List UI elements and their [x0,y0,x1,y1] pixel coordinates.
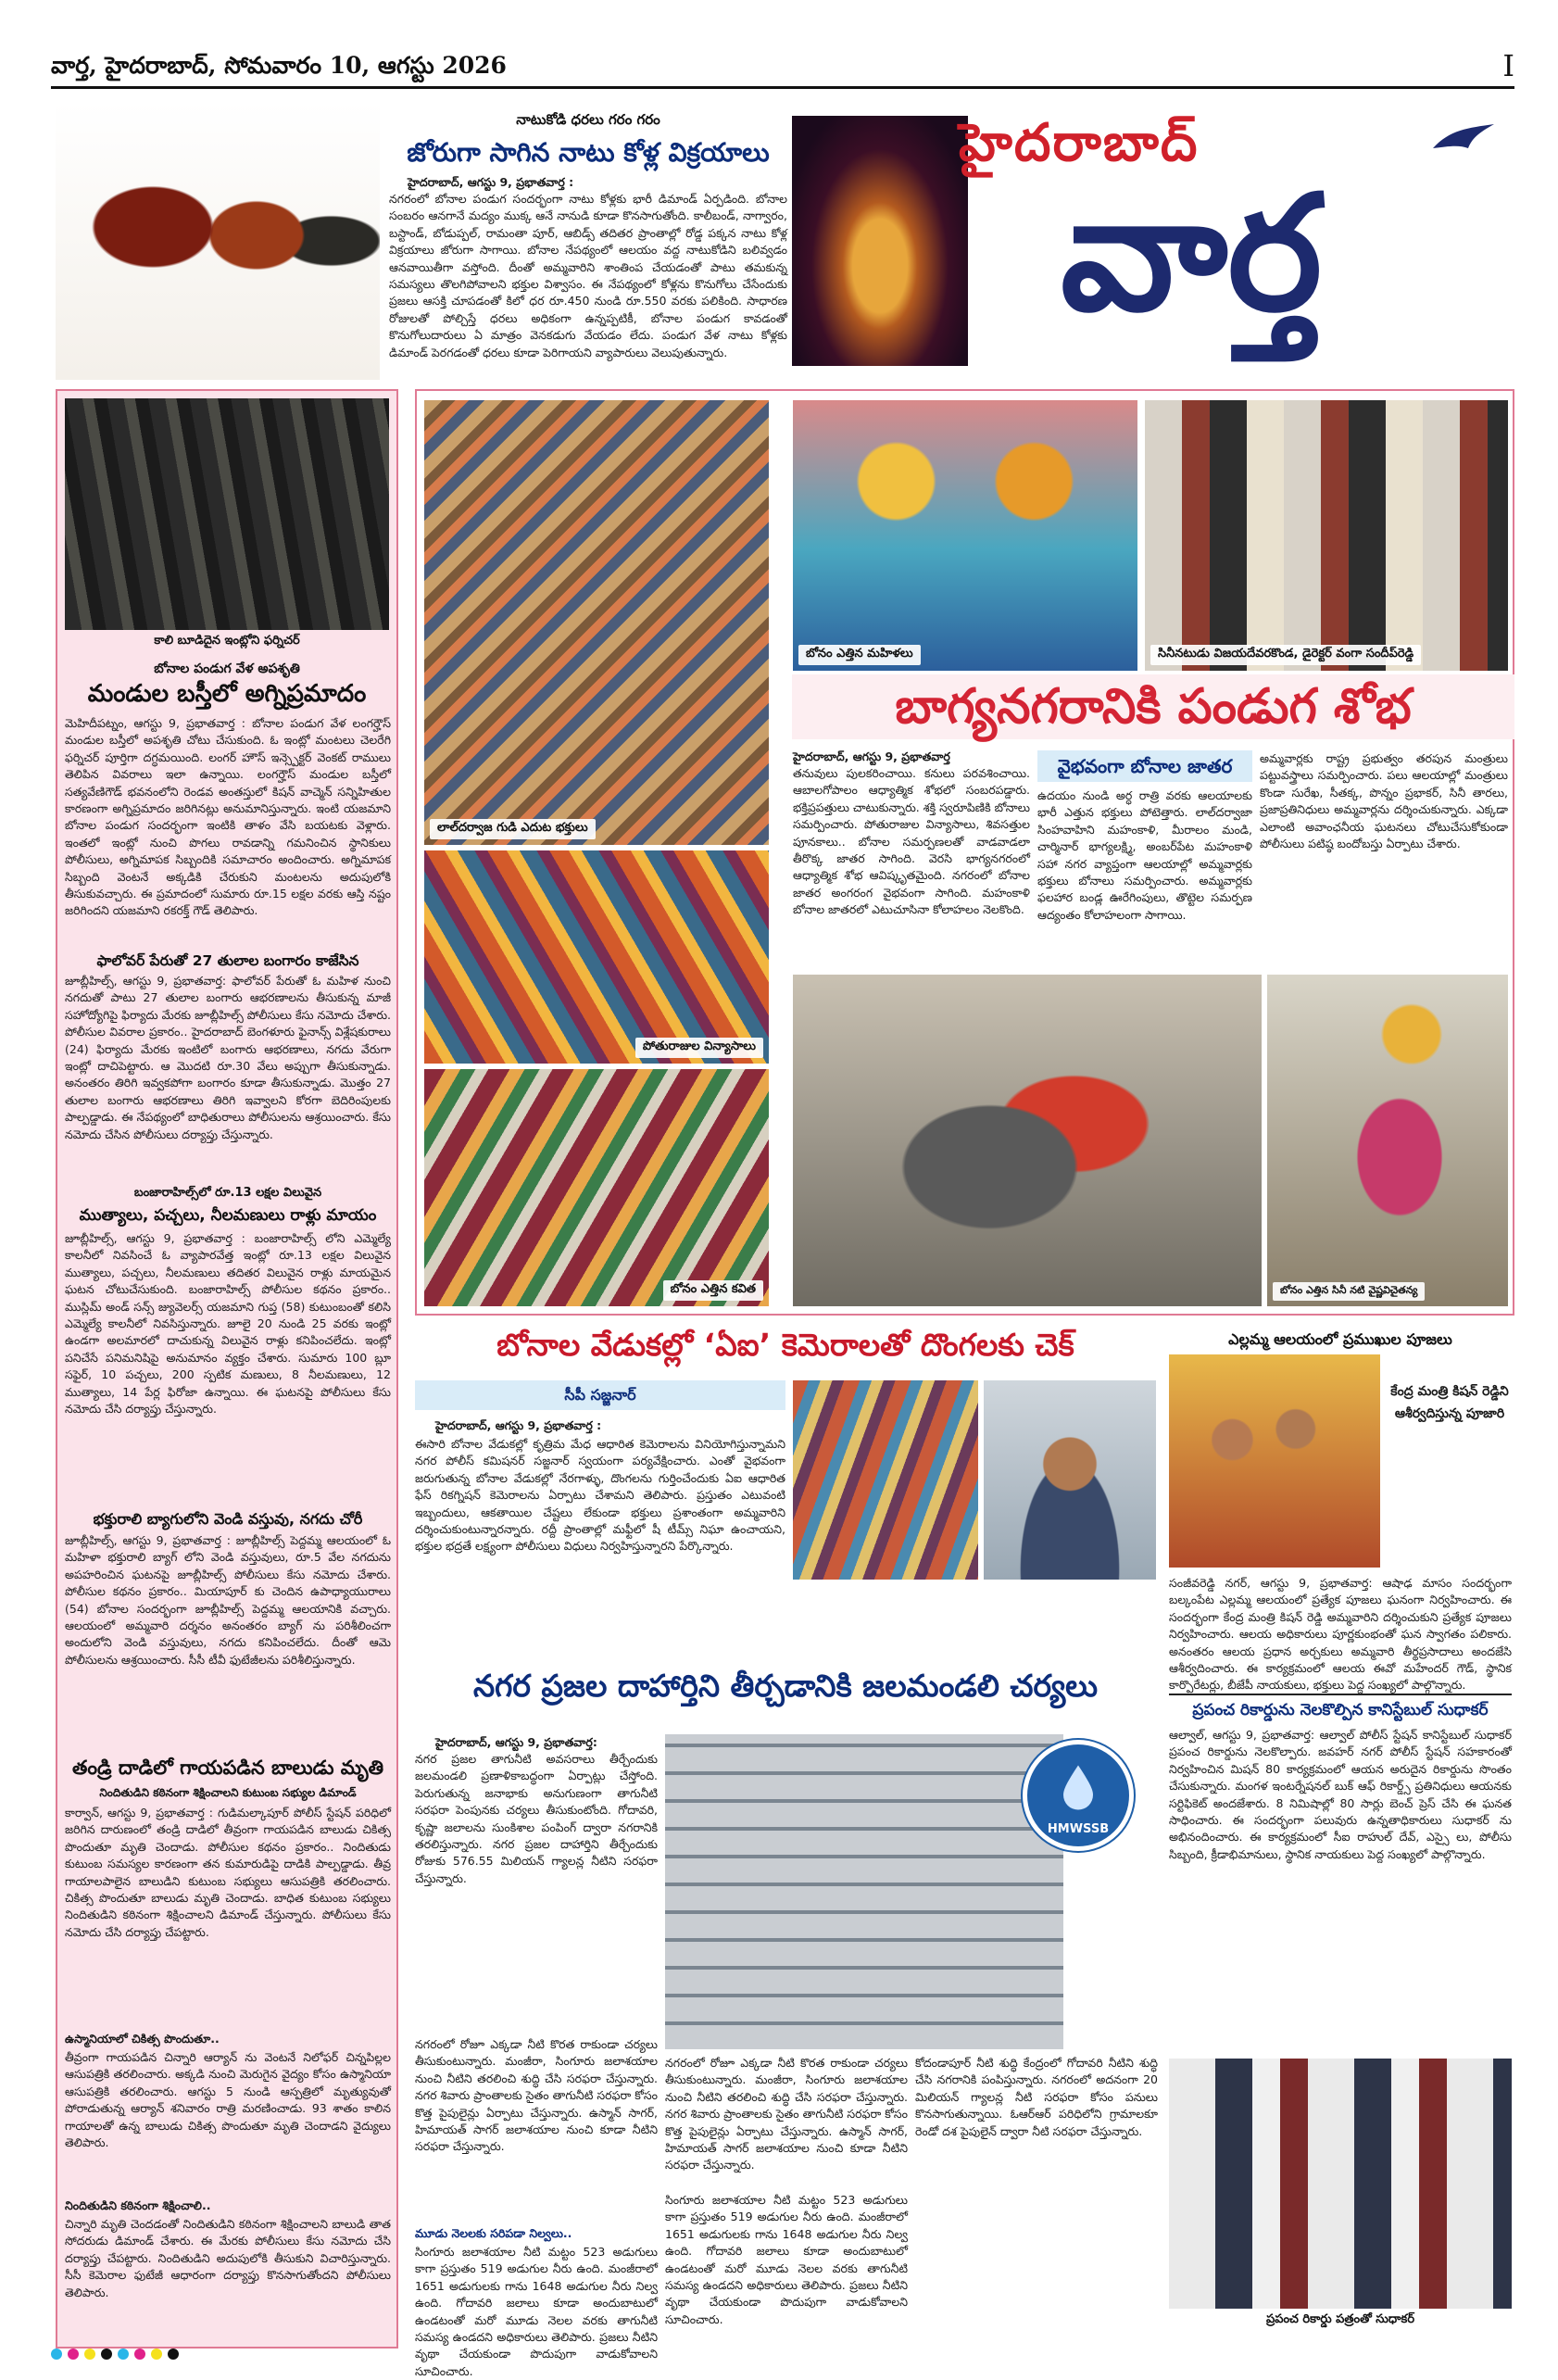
women-bonam-caption: బోనం ఎత్తిన మహిళలు [798,645,921,665]
story5-body: కార్వాన్, ఆగస్టు 9, ప్రభాతవార్త : గుడిమల్కాపూర్ పోలీస్ స్టేషన్ పరిధిలో జరిగిన దారుణంలో తండ్రి దాడిలో తీవ్రంగా గాయపడిన బాలుడు చికిత్స పొందుతూ మృతి చెందాడు. పోలీసుల కథనం ప్రకారం.. నిందితుడు కుటుంబ సమస్యల కారణంగా తన కుమారుడిపై దాడికి పాల్పడ్డాడు. తీవ్ర గాయాలపాలైన బాలుడిని కుటుంబ సభ్యులు ఆసుపత్రికి తరలించారు. చికిత్స పొందుతూ బాలుడు మృతి చెందాడు. బాధిత కుటుంబ సభ్యులు నిందితుడిని కఠినంగా శిక్షించాలని డిమాండ్ చేస్తున్నారు. పోలీసులు కేసు నమోదు చేసి దర్యాప్తు చేపట్టారు. [65,1806,391,1939]
story5-subhead-2: నిందితుడిని కఠినంగా శిక్షించాలి.. [65,2198,211,2212]
water-body-4: కోదండాపూర్ నీటి శుద్ధి కేంద్రంలో గోదావరి నీటిని శుద్ధి చేసి నగరానికి పంపిస్తున్నారు. నగరంలో అదనంగా 20 మిలియన్ గ్యాలన్ల నీటి సరఫరా కోసం పనులు కొనసాగుతున్నాయి. ఓఆర్ఆర్ పరిధిలోని గ్రామాలకూ రెండో దశ పైపులైన్ ద్వారా నీటి సరఫరా చేస్తున్నారు. [915,2056,1158,2138]
elephant-procession-photo [793,975,1262,1306]
cctv-byline: సీపీ సజ్జనార్ [415,1380,785,1410]
pothuraju-photo [424,850,769,1064]
water-dateline: హైదరాబాద్, ఆగస్టు 9, ప్రభాతవార్త: [435,1735,597,1749]
cctv-headline: బోనాల వేడుకల్లో ‘ఏఐ’ కెమెరాలతో దొంగలకు చెక్ [496,1327,1074,1363]
yellamma-photo-caption: కేంద్ర మంత్రి కిషన్ రెడ్డిని ఆశీర్వదిస్తున్న పూజారి [1390,1384,1509,1421]
story1-kicker: బోనాల పండుగ వేళ అపశృతి [154,661,300,676]
masthead-name: వార్త [1061,160,1323,346]
masthead [792,102,1519,380]
dove-icon [1431,120,1496,157]
cctv-body: ఈసారి బోనాల వేడుకల్లో కృత్రిమ మేధ ఆధారిత కెమెరాలను వినియోగిస్తున్నామని నగర పోలీస్ కమిషనర్ సజ్జనార్ స్వయంగా పర్యవేక్షించారు. ఎంతో వైభవంగా జరుగుతున్న బోనాల వేడుకల్లో నేరగాళ్ళు, దొంగలను గుర్తించేందుకు ఏఐ ఆధారిత ఫేస్ రికగ్నిషన్ కెమెరాలను ఏర్పాటు చేశామని తెలిపారు. ప్రస్తుతం ఎటువంటి ఇబ్బందులు, ఆకతాయిల చేష్టలు లేకుండా భక్తులు ప్రశాంతంగా అమ్మవారిని దర్శించుకుంటున్నారన్నారు. రద్దీ ప్రాంతాల్లో మఫ్టీలో షీ టీమ్స్ నిఘా ఉంచాయని, భక్తుల భద్రతే లక్ష్యంగా పోలీసులు విధులు నిర్వహిస్తున్నారని పేర్కొన్నారు. [415,1437,785,1554]
lal-darwaza-photo [424,400,769,845]
actress-bonam-photo [1267,975,1508,1306]
actors-photo [1145,400,1508,671]
story5-subhead-1: ఉస్మానియాలో చికిత్స పొందుతూ.. [65,2032,220,2046]
hmwssb-logo-text: HMWSSB [1047,1822,1110,1836]
festival-subhead: వైభవంగా బోనాల జాతర [1037,750,1252,782]
top-story-kicker: నాటుకోడి ధరలు గరం గరం [516,111,660,128]
story3-body: జూబ్లీహిల్స్, ఆగస్టు 9, ప్రభాతవార్త : బంజారాహిల్స్ లోని ఎమ్మెల్యే కాలనీలో నివసించే ఓ వ్యాపారవేత్త ఇంట్లో రూ.13 లక్షల విలువైన ముత్యాలు, పచ్చలు, నీలమణులు తదితర విలువైన రాళ్లు మాయమైన ఘటన చోటుచేసుకుంది. బంజారాహిల్స్ పోలీసుల కథనం ప్రకారం.. ముస్లిమ్ అండ్ సన్స్ జ్యువెలర్స్ యజమాని గుప్త (58) కుటుంబంతో కలిసి ఎమ్మెల్యే కాలనీలో నివసిస్తున్నారు. జూలై 20 నుండి 25 వరకు ఇంట్లో ఉండగా అలమారలో దాచుకున్న విలువైన రాళ్లు కనిపించలేదు. ఇంట్లో పనిచేసే పనిమనిషిపై అనుమానం వ్యక్తం చేశారు. సుమారు 100 బ్లూ సఫైర్, 10 పచ్చలు, 200 స్పటిక మణులు, 8 నీలమణులు, 12 ముత్యాలు, 14 పేర్ల ఫిరోజా ఉన్నాయి. ఈ ఘటనపై పోలీసులు కేసు నమోదు చేసి దర్యాప్తు చేస్తున్నారు. [65,1231,391,1417]
festival-body-2: ఉదయం నుండి అర్ధ రాత్రి వరకు ఆలయాలకు భారీ ఎత్తున భక్తులు పోటెత్తారు. లాల్‌దర్వాజా సింహవాహిని మహంకాళి, మీరాలం మండి, చార్మినార్ భాగ్యలక్ష్మి, అంబర్‌పేట మహంకాళి సహా నగర వ్యాప్తంగా ఆలయాల్లో అమ్మవార్లకు భక్తులు బోనాలు సమర్పించారు. అమ్మవార్లకు ఫలహార బండ్ల ఊరేగింపులు, తొట్టెల సమర్పణ ఆద్యంతం కోలాహలంగా సాగాయి. [1037,788,1252,922]
commissioner-photo [984,1380,1156,1580]
pothuraju-caption: పోతురాజుల విన్యాసాలు [635,1038,763,1058]
water-body-3b: సింగూరు జలాశయాల నీటి మట్టం 523 అడుగులు కాగా ప్రస్తుతం 519 అడుగుల నీరు ఉంది. మంజీరాలో 1651 అడుగులకు గాను 1648 అడుగుల నీరు నిల్వ ఉంది. గోదావరి జలాలు కూడా అందుబాటులో ఉండటంతో మరో మూడు నెలల వరకు తాగునీటి సమస్య ఉండదని అధికారులు తెలిపారు. ప్రజలు నీటిని వృథా చేయకుండా పొదుపుగా వాడుకోవాలని సూచించారు. [665,2193,908,2326]
top-story-body: నగరంలో బోనాల పండుగ సందర్భంగా నాటు కోళ్లకు భారీ డిమాండ్ ఏర్పడింది. బోనాల సంబరం ఆనగానే మద్యం ముక్క ఆనే నానుడి కూడా కొనసాగుతోంది. కాలీబండ్, నాగ్వారం, బస్టాండ్, బోడుప్పల్, రామంతా పూర్, ఆబిడ్స్ తదితర ప్రాంతాల్లో రోడ్డ పక్కన నాటు కోళ్ల విక్రయాలు జోరుగా సాగాయి. బోనాల నేపథ్యంలో ఆలయం వద్ద నాటుకోడిని బలివ్వడం ఆనవాయితీగా వస్తోంది. దీంతో అమ్మవారిని శాంతింప చేయడంతో పాటు తమకున్న సమస్యలు తొలగిపోవాలని భక్తుల విశ్వాసం. ఈ నేపథ్యంలో కోళ్లను కొనుగోలు చేసేందుకు ప్రజలు ఆసక్తి చూపడంతో కిలో ధర రూ.450 నుండి రూ.550 వరకు పలికింది. సాధారణ రోజులతో పోల్చిస్తే ధరలు అధికంగా ఉన్నప్పటికీ, బోనాల పండుగ కావడంతో కొనుగోలుదారులు ఏ మాత్రం వెనకడుగు వేయడం లేదు. పండుగ వేళ నాటు కోళ్లకు డిమాండ్ పెరగడంతో ధరలు కూడా పెరిగాయని వ్యాపారులు వెలుపుతున్నారు. [389,192,787,359]
award-photo-caption: ప్రపంచ రికార్డు పత్రంతో సుధాకర్ [1265,2312,1415,2326]
fire-damage-photo [65,398,389,630]
festival-body-3: అమ్మవార్లకు రాష్ట్ర ప్రభుత్వం తరపున మంత్రులు పట్టువస్త్రాలు సమర్పించారు. పలు ఆలయాల్లో మంత్రులు కొండా సురేఖ, సీతక్క, పొన్నం ప్రభాకర్, సినీ తారలు, ప్రజాప్రతినిధులు అమ్మవార్లను దర్శించుకున్నారు. ఎక్కడా ఎలాంటి అవాంఛనీయ ఘటనలు చోటుచేసుకోకుండా పోలీసులు పటిష్ఠ బందోబస్తు ఏర్పాటు చేశారు. [1260,751,1508,851]
yellamma-kicker: ఎల్లమ్మ ఆలయంలో ప్రముఖుల పూజలు [1228,1330,1452,1348]
yellamma-photo [1169,1354,1380,1568]
water-body-1: నగర ప్రజల తాగునీటి అవసరాలు తీర్చేందుకు జలమండలి ప్రణాళికాబద్ధంగా ఏర్పాట్లు చేస్తోంది. పెరుగుతున్న జనాభాకు అనుగుణంగా తాగునీటి సరఫరా పెంపునకు చర్యలు తీసుకుంటోంది. గోదావరి, కృష్ణా జలాలను సుంకిశాల పంపింగ్ ద్వారా నగరానికి తరలిస్తున్నారు. నగర ప్రజల దాహార్తిని తీర్చేందుకు రోజుకు 576.55 మిలియన్ గ్యాలన్ల నీటిని సరఫరా చేస్తున్నారు. [415,1752,658,1885]
story4-headline: భక్తురాలి బ్యాగులోని వెండి వస్తువు, నగదు చోరీ [93,1510,363,1528]
actors-caption: సినీనటుడు విజయదేవరకొండ, డైరెక్టర్ వంగా సందీప్‌రెడ్డి [1150,645,1421,665]
story1-headline: మండుల బస్తీలో అగ్నిప్రమాదం [87,680,367,708]
festival-body-1: తనువులు పులకరించాయి. కనులు పరవశించాయి. ఆబాలగోపాలం ఆధ్యాత్మిక శోభలో సంబరపడ్డారు. భక్తిప్రపత్తులు చాటుకున్నారు. శక్తి స్వరూపిణికి బోనాలు సమర్పించారు. పోతురాజుల విన్యాసాలు, శివసత్తుల పూనకాలు.. బోనాల సమర్పణలతో వాడవాడలా తీరొక్క జాతర సాగింది. వెరసి భాగ్యనగరంలో ఆధ్యాత్మిక శోభ ఆవిష్కృతమైంది. నగరంలో బోనాల జాతర అంగరంగ వైభవంగా సాగింది. మహంకాళి బోనాల జాతరలో ఎటుచూసినా కోలాహలం నెలకొంది. [793,766,1030,917]
hmwssb-logo [1023,1740,1134,1851]
story3-kicker: బంజారాహిల్స్‌లో రూ.13 లక్షల విలువైన [133,1186,322,1200]
story2-body: జూబ్లీహిల్స్, ఆగస్టు 9, ప్రభాతవార్త: ఫాలోవర్ పేరుతో ఓ మహిళ నుంచి నగదుతో పాటు 27 తులాల బంగారు ఆభరణాలను తీసుకున్న మాజీ సహోద్యోగిపై ఫిర్యాదు మేరకు జూబ్లీహిల్స్ పోలీసులు కేసు నమోదు చేశారు. పోలీసుల వివరాల ప్రకారం.. హైదరాబాద్ బెంగళూరు ఫైనాన్స్ విశ్లేషకురాలు (24) ఫిర్యాదు మేరకు ఇంటిలో బంగారు ఆభరణాలు, నగదు వేరుగా ఇంట్లో దాచిపెట్టారు. ఆ మొదటి రూ.30 వేలు అప్పుగా తీసుకున్నాడు. అనంతరం తిరిగి ఇవ్వకపోగా బంగారం కూడా తీసుకున్నాడు. మొత్తం 27 తులాల బంగారు ఆభరణాలు తిరిగి ఇవ్వాలని కోరగా బెదిరింపులకు పాల్పడ్డాడు. ఈ నేపథ్యంలో బాధితురాలు పోలీసులను ఆశ్రయించారు. కేసు నమోదు చేసిన పోలీసులు దర్యాప్తు చేస్తున్నారు. [65,974,392,1141]
story5-kicker: నిందితుడిని కఠినంగా శిక్షించాలని కుటుంబ సభ్యుల డిమాండ్ [99,1786,357,1799]
award-photo [1169,2059,1512,2309]
constable-divider [1169,1694,1512,1695]
story5-headline: తండ్రి దాడిలో గాయపడిన బాలుడు మృతి [71,1757,383,1779]
kavitha-photo [424,1069,769,1306]
water-body-2b: నగరంలో రోజూ ఎక్కడా నీటి కొరత రాకుండా చర్యలు తీసుకుంటున్నారు. మంజీరా, సింగూరు జలాశయాల నుంచి నీటిని తరలించి శుద్ధి చేసి సరఫరా చేస్తున్నారు. నగర శివారు ప్రాంతాలకు సైతం తాగునీటి సరఫరా కోసం కొత్త పైపులైన్లు ఏర్పాటు చేస్తున్నారు. ఉస్మాన్ సాగర్, హిమాయత్ సాగర్ జలాశయాల నుంచి కూడా నీటిని సరఫరా చేస్తున్నారు. [415,2037,658,2154]
print-registration-marks [51,2346,1514,2359]
kavitha-caption: బోనం ఎత్తిన కవిత [663,1280,763,1301]
water-subhead: మూడు నెలలకు సరిపడా నిల్వలు.. [415,2226,572,2240]
story2-headline: ఫాలోవర్ పేరుతో 27 తులాల బంగారం కాజేసిన [96,952,359,969]
page-header [51,48,1514,89]
story1-body: మెహిదీపట్నం, ఆగస్టు 9, ప్రభాతవార్త : బోనాల పండుగ వేళ లంగర్హౌస్ మండుల బస్తీలో అపశృతి చోటు చేసుకుంది. ఓ ఇంట్లో మంటలు చెలరేగి ఫర్నిచర్ పూర్తిగా దగ్ధమయింది. లంగర్ హౌస్ ఇన్స్పెక్టర్ వెంకట్ రాములు తెలిపిన వివరాలు ఇలా ఉన్నాయి. లంగర్హౌస్ మండుల బస్తీలో సత్యవేణిగౌడ్ భవనంలోని రెండవ అంతస్తులో కిషన్ వాచ్మెన్ సన్నిహితుల కారణంగా అగ్నిప్రమాదం జరిగినట్లు అనుమానిస్తున్నారు. ఇంటి యజమాని బోనాల పండుగ సందర్భంగా ఇంటికి తాళం వేసి బయటకు వెళ్లారు. ఇంతలో ఇంట్లో నుంచి పొగలు రావడాన్ని గమనించిన స్థానికులు పోలీసులు, అగ్నిమాపక సిబ్బందికి సమాచారం అందించారు. అగ్నిమాపక సిబ్బంది వెంటనే అక్కడికి చేరుకుని మంటలను అదుపులోకి తీసుకువచ్చారు. ఈ ప్రమాదంలో సుమారు రూ.15 లక్షల వరకు ఆస్తి నష్టం జరిగిందని యజమాని రకరక్త్ గౌడ్ తెలిపారు. [65,716,391,918]
women-bonam-photo [793,400,1137,671]
dateline: వార్త, హైదరాబాద్, సోమవారం 10, ఆగస్టు 2026 [51,52,507,79]
actress-bonam-caption: బోనం ఎత్తిన సినీ నటి వైష్ణవిచైతన్య [1273,1282,1425,1301]
cctv-dateline: హైదరాబాద్, ఆగస్టు 9, ప్రభాతవార్త : [435,1418,602,1432]
drop-icon [1060,1761,1097,1812]
festival-dateline: హైదరాబాద్, ఆగస్టు 9, ప్రభాతవార్త [793,749,950,763]
page-number: I [1502,48,1514,83]
story3-headline: ముత్యాలు, పచ్చలు, నీలమణులు రాళ్లు మాయం [79,1206,377,1225]
cctv-crowd-photo [793,1380,978,1580]
water-headline: నగర ప్రజల దాహార్తిని తీర్చడానికి జలమండలి చర్యలు [472,1668,1099,1704]
masthead-city: హైదరాబాద్ [959,113,1200,173]
constable-headline: ప్రపంచ రికార్డును నెలకొల్పిన కానిస్టేబుల్ సుధాకర్ [1192,1701,1489,1719]
constable-body: ఆల్వాల్, ఆగస్టు 9, ప్రభాతవార్త: ఆల్వాల్ పోలీస్ స్టేషన్ కానిస్టేబుల్ సుధాకర్ ప్రపంచ రికార్డును నెలకొల్పారు. జవహర్ నగర్ పోలీస్ స్టేషన్ సహకారంతో నిర్వహించిన మిషన్ 80 కార్యక్రమంలో ఆయన అరుదైన రికార్డును సొంతం చేసుకున్నారు. మంగళ ఇంటర్నేషనల్ బుక్ ఆఫ్ రికార్డ్స్ ప్రతినిధులు ఆయనకు సర్టిఫికెట్ అందజేశారు. 8 నిమిషాల్లో 80 సార్లు బెంచ్ ప్రెస్ చేసి ఈ ఘనత సాధించారు. ఈ సందర్భంగా పలువురు ఉన్నతాధికారులు సుధాకర్ ను అభినందించారు. ఈ కార్యక్రమంలో సీఐ రాహుల్ దేవ్, ఎస్సై లు, పోలీసు సిబ్బంది, క్రీడాభిమానులు, స్థానిక నాయకులు పెద్ద సంఖ్యలో పాల్గొన్నారు. [1169,1728,1512,1861]
top-story-headline: జోరుగా సాగిన నాటు కోళ్ల విక్రయాలు [407,137,770,168]
rooster-photo [56,102,380,380]
story4-body: జూబ్లీహిల్స్, ఆగస్టు 9, ప్రభాతవార్త : జూబ్లీహిల్స్ పెద్దమ్మ ఆలయంలో ఓ మహిళా భక్తురాలి బ్యాగ్ లోని వెండి వస్తువులు, రూ.5 వేల నగదును అపహరించిన ఘటనపై జూబ్లీహిల్స్ పోలీసులు కేసు నమోదు చేశారు. పోలీసుల కథనం ప్రకారం.. మియాపూర్ కు చెందిన ఉపాధ్యాయురాలు (54) బోనాల సందర్భంగా జూబ్లీహిల్స్ పెద్దమ్మ ఆలయానికి వచ్చారు. ఆలయంలో అమ్మవారి దర్శనం అనంతరం బ్యాగ్ ను పరిశీలించగా అందులోని వెండి వస్తువులు, నగదు కనిపించలేదు. దీంతో ఆమె పోలీసులను ఆశ్రయించారు. సీసీ టీవీ ఫుటేజీలను పరిశీలిస్తున్నారు. [65,1533,391,1667]
top-story-dateline: హైదరాబాద్, ఆగస్టు 9, ప్రభాతవార్త : [408,175,574,189]
festival-headline: బాగ్యనగరానికి పండుగ శోభ [792,674,1514,739]
hmwssb-building-photo [665,1734,1063,2049]
fire-photo-caption: కాలి బూడిదైన ఇంట్లోని ఫర్నిచర్ [154,634,300,648]
lal-darwaza-caption: లాల్‌దర్వాజ గుడి ఎదుట భక్తులు [430,819,596,839]
yellamma-body: సంజీవరెడ్డి నగర్, ఆగస్టు 9, ప్రభాతవార్త: ఆషాఢ మాసం సందర్భంగా బల్కంపేట ఎల్లమ్మ ఆలయంలో ప్రత్యేక పూజలు ఘనంగా నిర్వహించారు. ఈ సందర్భంగా కేంద్ర మంత్రి కిషన్ రెడ్డి అమ్మవారిని దర్శించుకుని ప్రత్యేక పూజలు నిర్వహించారు. ఆలయ అధికారులు పూర్ణకుంభంతో ఘన స్వాగతం పలికారు. అనంతరం ఆలయ ప్రధాన అర్చకులు అమ్మవారి తీర్థప్రసాదాలు అందజేసి ఆశీర్వదించారు. ఈ కార్యక్రమంలో ఆలయ ఈవో మహేందర్ గౌడ్, స్థానిక కార్పొరేటర్లు, బీజేపీ నాయకులు, భక్తులు పెద్ద సంఖ్యలో పాల్గొన్నారు. [1169,1576,1512,1693]
water-body-3: సింగూరు జలాశయాల నీటి మట్టం 523 అడుగులు కాగా ప్రస్తుతం 519 అడుగుల నీరు ఉంది. మంజీరాలో 1651 అడుగులకు గాను 1648 అడుగుల నీరు నిల్వ ఉంది. గోదావరి జలాలు కూడా అందుబాటులో ఉండటంతో మరో మూడు నెలల వరకు తాగునీటి సమస్య ఉండదని అధికారులు తెలిపారు. ప్రజలు నీటిని వృథా చేయకుండా పొదుపుగా వాడుకోవాలని సూచించారు. [415,2245,658,2378]
story5-body-3: చిన్నారి మృతి చెందడంతో నిందితుడిని కఠినంగా శిక్షించాలని బాలుడి తాత సోదరుడు డిమాండ్ చేశారు. ఈ మేరకు పోలీసులు కేసు నమోదు చేసి దర్యాప్తు చేపట్టారు. నిందితుడిని అదుపులోకి తీసుకుని విచారిస్తున్నారు. సీసీ కెమెరాల ఫుటేజీ ఆధారంగా దర్యాప్తు కొనసాగుతోందని పోలీసులు తెలిపారు. [65,2217,391,2299]
story5-body-2: తీవ్రంగా గాయపడిన చిన్నారి ఆర్యాన్ ను వెంటనే నిలోఫర్ చిన్నపిల్లల ఆసుపత్రికి తరలించారు. అక్కడి నుంచి మెరుగైన వైద్యం కోసం ఉస్మానియా ఆసుపత్రికి తరలించారు. ఆగస్టు 5 నుండి ఆస్పత్రిలో మృత్యువుతో పోరాడుతున్న ఆర్యాన్ శనివారం రాత్రి మరణించాడు. 93 శాతం కాలిన గాయాలతో ఉన్న బాలుడు చికిత్స పొందుతూ మృతి చెందాడని వైద్యులు తెలిపారు. [65,2050,391,2150]
water-body-2: నగరంలో రోజూ ఎక్కడా నీటి కొరత రాకుండా చర్యలు తీసుకుంటున్నారు. మంజీరా, సింగూరు జలాశయాల నుంచి నీటిని తరలించి శుద్ధి చేసి సరఫరా చేస్తున్నారు. నగర శివారు ప్రాంతాలకు సైతం తాగునీటి సరఫరా కోసం కొత్త పైపులైన్లు ఏర్పాటు చేస్తున్నారు. ఉస్మాన్ సాగర్, హిమాయత్ సాగర్ జలాశయాల నుంచి కూడా నీటిని సరఫరా చేస్తున్నారు. [665,2056,908,2172]
left-news-column [56,389,398,2349]
charminar-photo [792,116,968,366]
